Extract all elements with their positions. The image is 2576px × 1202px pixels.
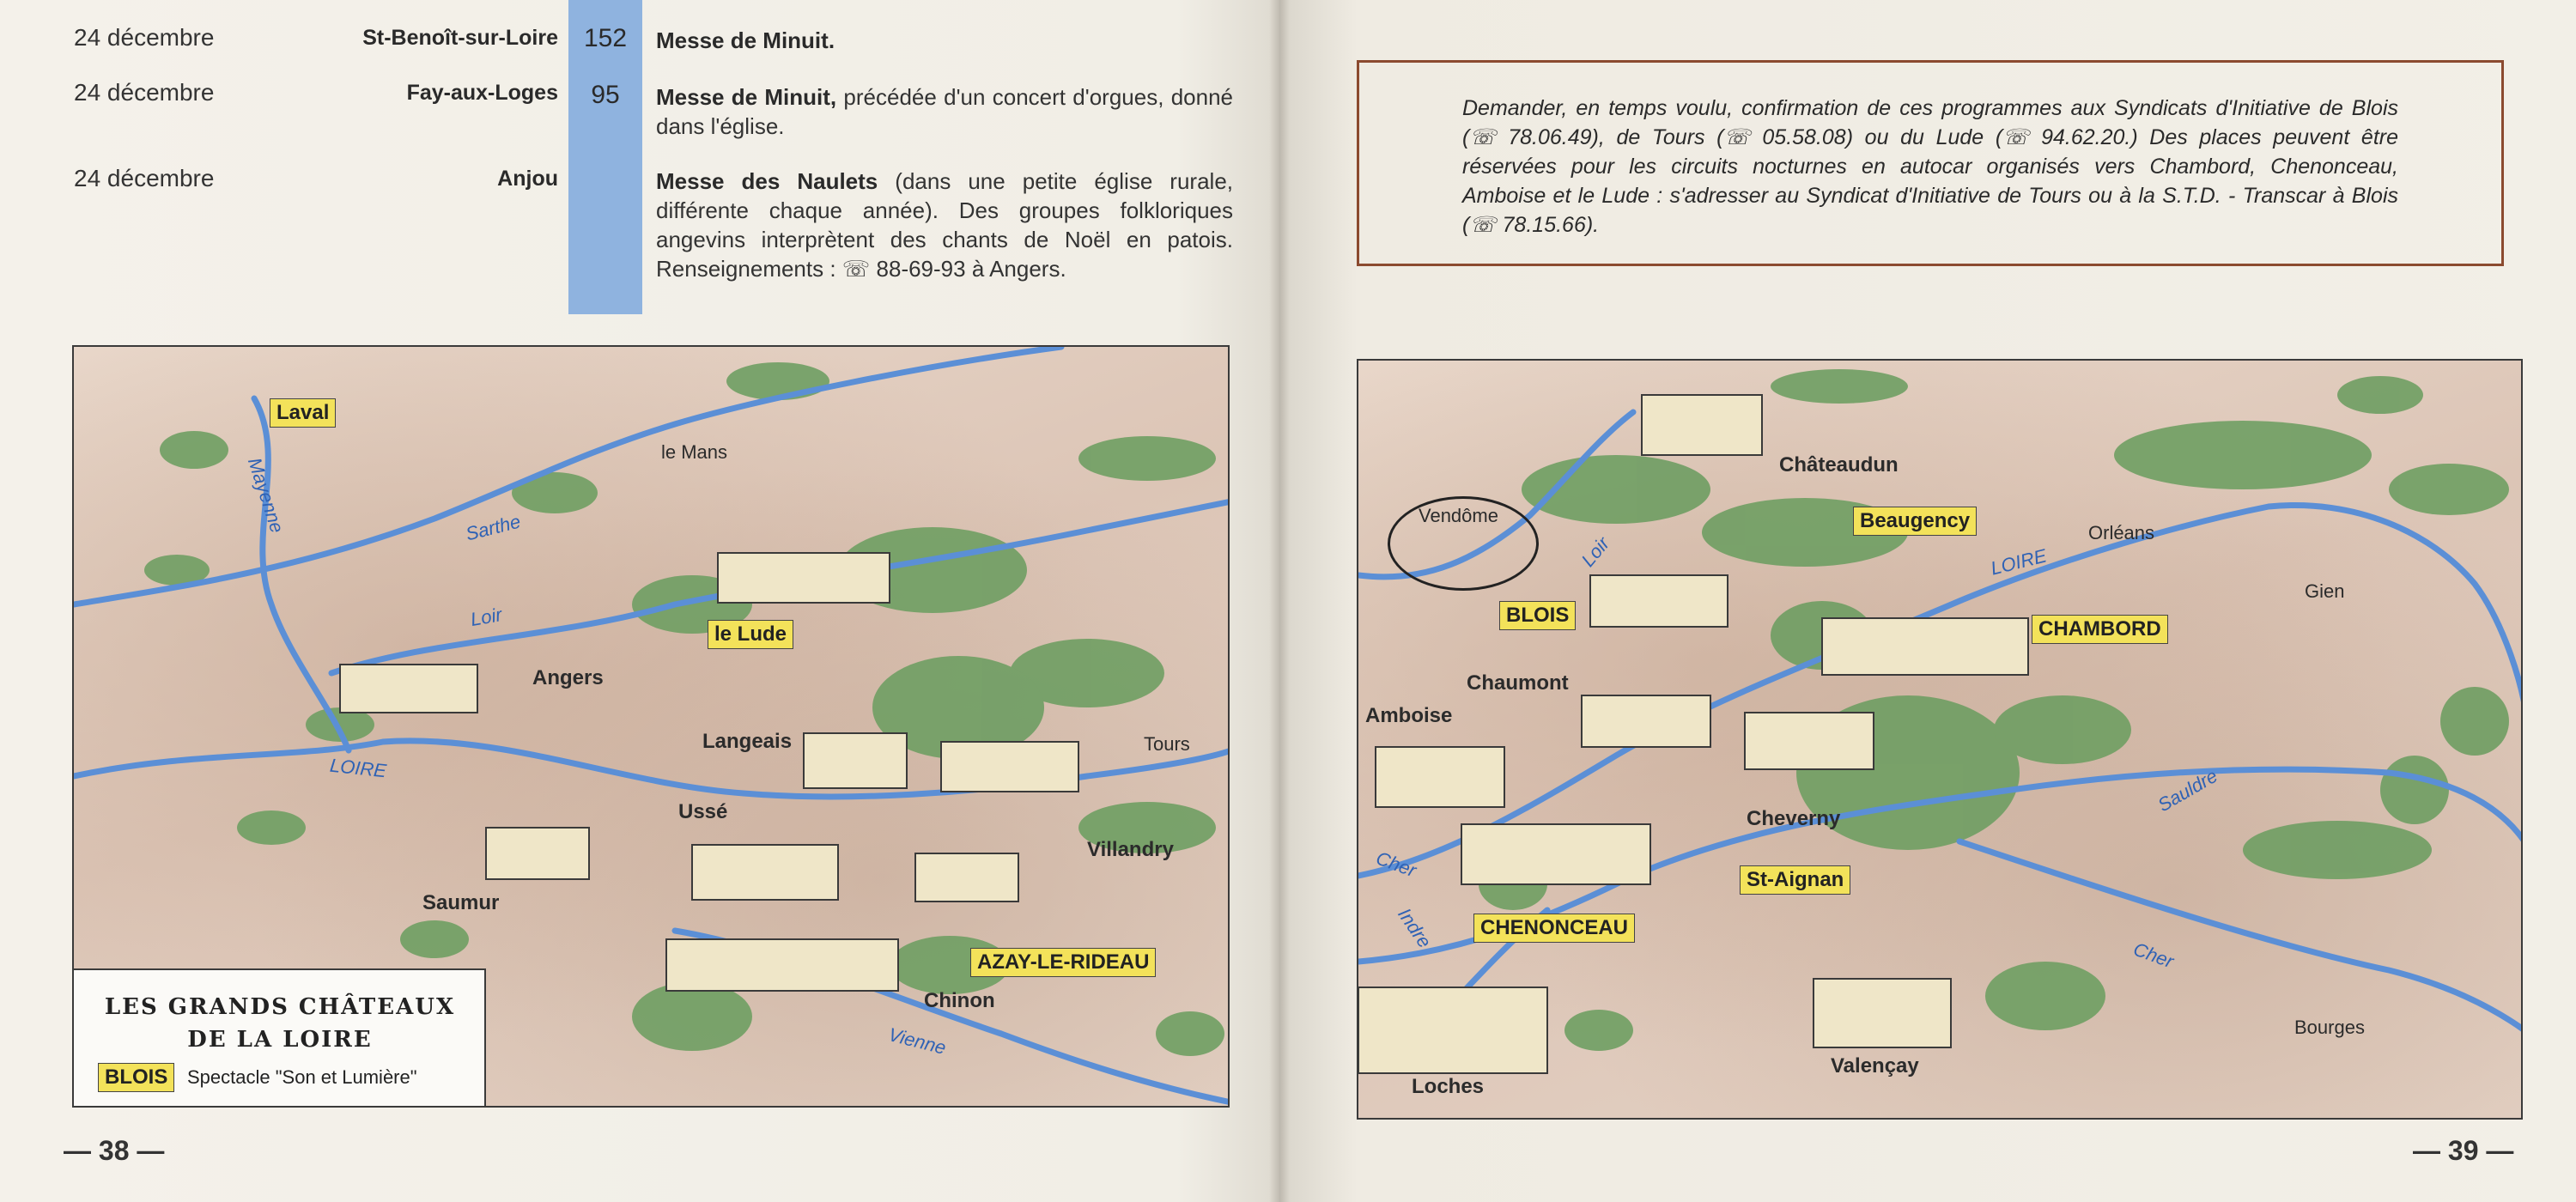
event-place: Anjou: [497, 167, 558, 191]
loire-east-map: [1357, 359, 2523, 1120]
place-label: Vendôme: [1419, 505, 1498, 526]
event-number: 152: [583, 24, 628, 52]
book-gutter: [1269, 0, 1290, 1202]
place-label: Amboise: [1365, 704, 1453, 727]
event-date: 24 décembre: [74, 24, 215, 51]
river-label: Sauldre: [2154, 764, 2221, 817]
place-label: le Mans: [661, 441, 728, 463]
info-text: Demander, en temps voulu, confirmation de ces programmes aux Syndicats d'Initiative de Blois (☏ 78.06.49), de Tours (☏ 05.58.08) ou du Lude (☏ 94.62.20.) Des places peuvent être réservées pour les circuits nocturnes en autocar organisés vers Chambord, Chenonceau, Amboise et le Lude : s'adresser au Syndicat d'Initiative de Tours ou à la S.T.D. - Transcar à Blois (☏ 78.15.66).: [1462, 96, 2398, 237]
river-label: Sarthe: [463, 510, 523, 545]
left-page: [0, 0, 1279, 1202]
right-page: [1279, 0, 2576, 1202]
chateau-tag: Laval: [270, 398, 336, 428]
info-box: [1357, 60, 2504, 266]
loire-west-map: [72, 345, 1230, 1108]
place-label: Angers: [532, 666, 604, 689]
place-label: Chaumont: [1467, 671, 1569, 695]
place-label: Châteaudun: [1779, 453, 1899, 477]
page-number: — 39 —: [2413, 1135, 2514, 1166]
event-place: Fay-aux-Loges: [406, 81, 558, 105]
event-date: 24 décembre: [74, 79, 215, 106]
chateau-tag: Beaugency: [1853, 507, 1977, 536]
place-label: Villandry: [1087, 838, 1174, 861]
chateau-tag: le Lude: [708, 620, 793, 649]
event-description: [656, 26, 1233, 55]
page-number: — 38 —: [64, 1135, 165, 1166]
place-label: Tours: [1144, 733, 1190, 755]
river-label: Indre: [1394, 903, 1436, 952]
place-label: Loches: [1412, 1075, 1485, 1098]
river-label: Loir: [469, 604, 504, 631]
river-label: LOIRE: [1988, 544, 2049, 580]
legend-description: Spectacle "Son et Lumière": [187, 1066, 417, 1088]
legend-title: LES GRANDS CHÂTEAUX DE LA LOIRE: [104, 994, 456, 1053]
place-label: Bourges: [2294, 1017, 2365, 1038]
chateau-tag: BLOIS: [1499, 601, 1576, 630]
event-title: Messe des Naulets: [656, 168, 878, 194]
chateau-tag: AZAY-LE-RIDEAU: [970, 948, 1156, 977]
place-label: Chinon: [924, 989, 995, 1012]
place-label: Ussé: [678, 800, 728, 823]
event-title: Messe de Minuit.: [656, 27, 835, 53]
event-date: 24 décembre: [74, 165, 215, 191]
chateau-tag: CHAMBORD: [2032, 615, 2168, 644]
place-label: Saumur: [422, 891, 500, 914]
event-description: [656, 167, 1233, 283]
river-label: Cher: [2130, 938, 2177, 973]
event-number: 95: [591, 81, 620, 109]
river-label: Mayenne: [243, 454, 289, 536]
place-label: Langeais: [702, 730, 793, 753]
place-label: Gien: [2305, 580, 2345, 602]
river-label: LOIRE: [328, 754, 388, 782]
place-label: Cheverny: [1747, 807, 1841, 830]
river-label: Cher: [1373, 847, 1419, 882]
river-label: Loir: [1577, 532, 1614, 571]
event-text: (dans une petite église rurale, différente chaque année). Des groupes folkloriques angevins interprètent des chants de Noël en patois. Renseignements : ☏ 88-69-93 à Angers.: [656, 168, 1233, 282]
event-description: [656, 82, 1233, 141]
map-terrain: [1358, 361, 2523, 1120]
map-legend: [74, 968, 486, 1106]
place-label: Valençay: [1831, 1054, 1919, 1078]
event-place: St-Benoît-sur-Loire: [362, 26, 558, 50]
legend-tag: BLOIS: [98, 1063, 174, 1092]
event-text: précédée d'un concert d'orgues, donné dans l'église.: [656, 84, 1233, 139]
event-title: Messe de Minuit,: [656, 84, 837, 110]
chateau-tag: CHENONCEAU: [1473, 914, 1635, 943]
place-label: Orléans: [2088, 522, 2155, 543]
chateau-tag: St-Aignan: [1740, 865, 1850, 895]
river-label: Vienne: [886, 1023, 949, 1059]
